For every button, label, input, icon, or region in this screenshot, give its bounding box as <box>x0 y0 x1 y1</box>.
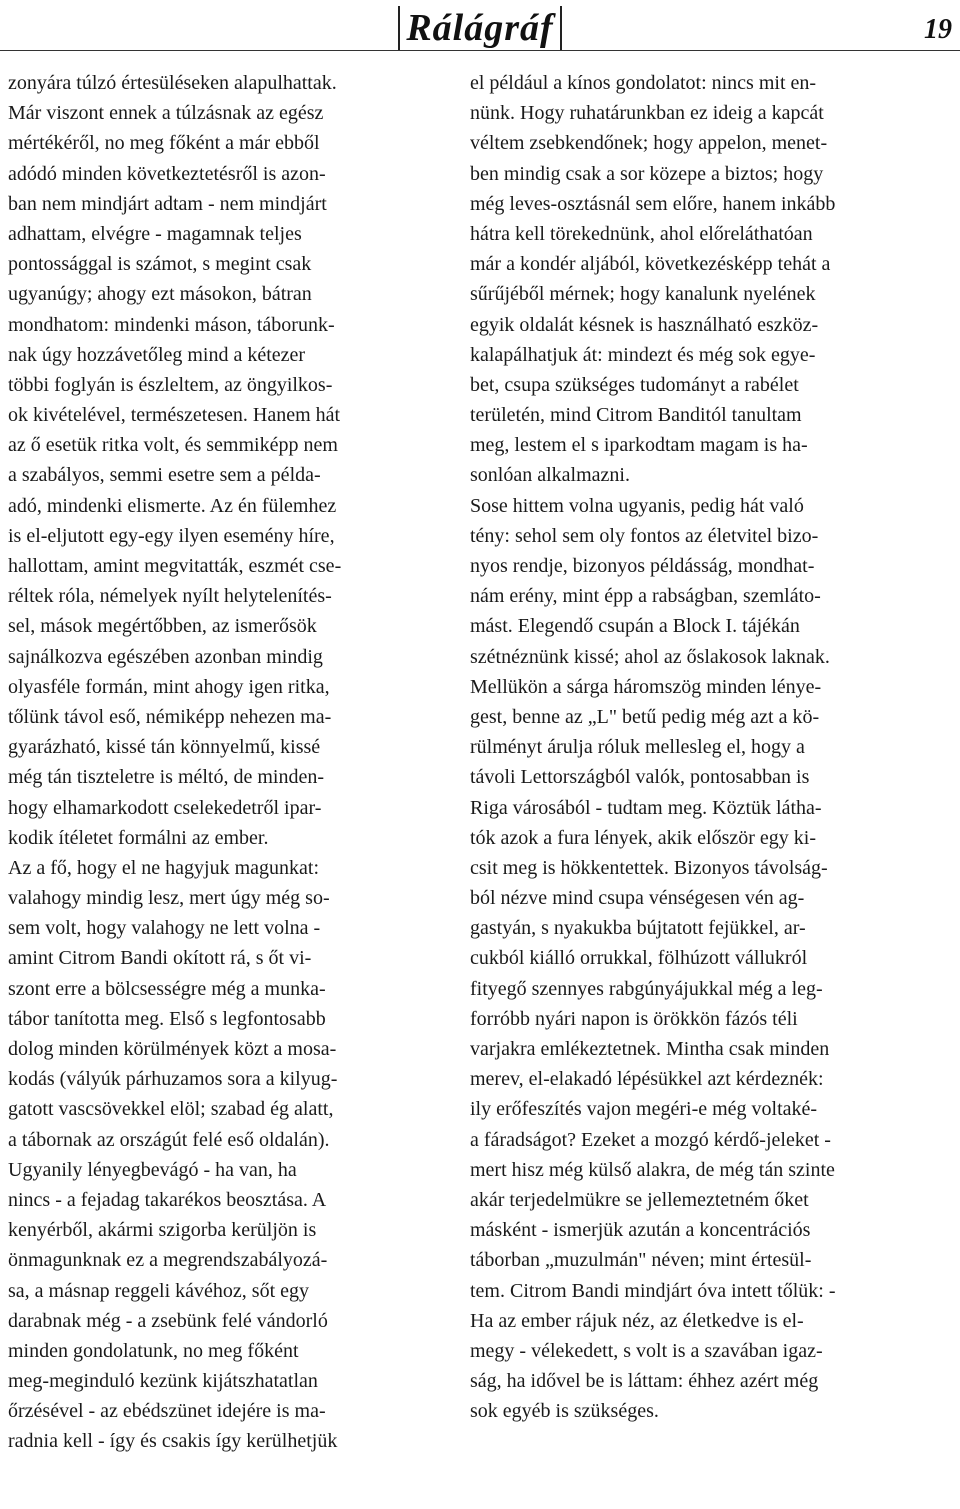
text-line: gastyán, s nyakukba bújtatott fejükkel, ar- <box>470 917 806 940</box>
magazine-logo: Rálágráf <box>398 6 562 50</box>
text-line: sem volt, hogy valahogy ne lett volna - <box>8 917 321 940</box>
text-line: megy - vélekedett, s volt is a szavában igaz- <box>470 1339 823 1362</box>
text-line: olyasféle formán, mint ahogy igen ritka, <box>8 675 330 698</box>
text-line: ból nézve mind csupa vénségesen vén ag- <box>470 887 805 910</box>
left-column <box>8 68 456 1457</box>
text-line: Az a fő, hogy el ne hagyjuk magunkat: <box>8 856 320 879</box>
text-line: kodik ítéletet formálni az ember. <box>8 826 269 849</box>
text-line: csit meg is hökkentettek. Bizonyos távolság- <box>470 856 828 879</box>
text-line: sok egyéb is szükséges. <box>470 1400 659 1423</box>
text-line: még tán tiszteletre is méltó, de minden- <box>8 766 325 789</box>
text-line: a szabályos, semmi esetre sem a példa- <box>8 464 321 487</box>
text-line: területén, mind Citrom Banditól tanultam <box>470 404 802 427</box>
text-line: Ugyanily lényegbevágó - ha van, ha <box>8 1158 297 1181</box>
text-line: hallottam, amint megvitatták, eszmét cse- <box>8 555 342 577</box>
text-line: nünk. Hogy ruhatárunkban ez ideig a kapcát <box>470 102 824 125</box>
text-line: meg-meginduló kezünk kijátszhatatlan <box>8 1370 318 1393</box>
text-line: tény: sehol sem oly fontos az életvitel bizo- <box>470 524 819 547</box>
text-line: amint Citrom Bandi okított rá, s őt vi- <box>8 947 312 970</box>
text-line: nám erény, mint épp a rabságban, szemláto- <box>470 585 821 608</box>
text-line: önmagunknak ez a megrendszabályozá- <box>8 1249 328 1272</box>
text-line: még leves-osztásnál sem előre, hanem inkább <box>470 192 836 215</box>
text-line: gest, benne az „L" betű pedig még azt a kö- <box>470 705 820 728</box>
text-line: forróbb nyári napon is örökkön fázós téli <box>470 1007 798 1030</box>
text-line: Sose hittem volna ugyanis, pedig hát való <box>470 494 804 517</box>
text-line: Már viszont ennek a túlzásnak az egész <box>8 102 324 125</box>
text-line: tőlünk távol eső, némiképp nehezen ma- <box>8 705 332 728</box>
text-line: a fáradságot? Ezeket a mozgó kérdő-jeleket - <box>470 1128 831 1151</box>
text-line: ban nem mindjárt adtam - nem mindjárt <box>8 192 327 215</box>
text-line: őrzésével - az ebédszünet idejére is ma- <box>8 1400 326 1423</box>
text-line: akár terjedelmükre se jellemeztetném őket <box>470 1188 809 1211</box>
text-line: adódó minden következtetésről is azon- <box>8 162 326 185</box>
text-line: sel, mások megértőbben, az ismerősök <box>8 615 317 638</box>
text-line: ily erőfeszítés vajon megéri-e még voltaké- <box>470 1098 818 1121</box>
text-line: adhattam, elvégre - magamnak teljes <box>8 222 302 245</box>
text-line: véltem zsebkendőnek; hogy appelon, menet- <box>470 132 828 155</box>
text-line: már a kondér aljából, következésképp tehát a <box>470 253 831 276</box>
text-line: sonlóan alkalmazni. <box>470 464 630 487</box>
text-line: az ő esetük ritka volt, és semmiképp nem <box>8 434 338 457</box>
text-line: szétnéznünk kissé; ahol az őslakosok laknak. <box>470 645 830 668</box>
text-line: nyos rendje, bizonyos példásság, mondhat- <box>470 555 815 577</box>
text-line: kenyérből, akármi szigorba kerüljön is <box>8 1219 317 1242</box>
header-rule <box>0 50 960 51</box>
text-line: ben mindig csak a sor közepe a biztos; hogy <box>470 162 824 185</box>
text-line: varjakra emlékeztetnek. Mintha csak minden <box>470 1038 830 1060</box>
text-line: merev, el-elakadó lépésükkel azt kérdeznék: <box>470 1068 824 1091</box>
text-line: rülményt árulja róluk mellesleg el, hogy a <box>470 736 805 759</box>
text-line: a tábornak az országút felé eső oldalán). <box>8 1128 330 1151</box>
text-line: mondhatom: mindenki máson, táborunk- <box>8 313 335 336</box>
text-line: dolog minden körülmények közt a mosa- <box>8 1038 337 1060</box>
text-line: többi foglyán is észleltem, az öngyilkos- <box>8 373 333 396</box>
text-line: cukból kiálló orrukkal, fölhúzott vállukról <box>470 947 808 970</box>
text-line: másként - ismerjük azután a koncentrációs <box>470 1219 811 1242</box>
text-line: sajnálkozva egészében azonban mindig <box>8 645 323 668</box>
text-line: nincs - a fejadag takarékos beosztása. A <box>8 1188 327 1211</box>
text-line: hátra kell törekednünk, ahol előreláthatóan <box>470 222 813 245</box>
text-line: ság, ha idővel be is láttam: éhhez azért még <box>470 1370 819 1393</box>
text-line: Riga városából - tudtam meg. Köztük látha- <box>470 796 822 819</box>
text-line: Mellükön a sárga háromszög minden lénye- <box>470 675 822 698</box>
text-line: tábor tanította meg. Első s legfontosabb <box>8 1007 326 1030</box>
text-line: pontossággal is számot, s megint csak <box>8 253 312 276</box>
text-line: el például a kínos gondolatot: nincs mit en- <box>470 72 817 94</box>
text-line: nak úgy hozzávetőleg mind a kétezer <box>8 343 306 366</box>
text-line: adó, mindenki elismerte. Az én fülemhez <box>8 494 337 517</box>
text-line: sa, a másnap reggeli kávéhoz, sőt egy <box>8 1279 310 1302</box>
text-line: táborban „muzulmán" néven; mint értesül- <box>470 1249 812 1272</box>
text-line: meg, lestem el s iparkodtam magam is ha- <box>470 434 808 457</box>
text-line: tók azok a fura lények, akik először egy ki- <box>470 826 816 849</box>
page-number: 19 <box>924 14 952 45</box>
text-line: zonyára túlzó értesüléseken alapulhattak. <box>8 72 337 94</box>
text-line: minden gondolatunk, no meg főként <box>8 1339 299 1362</box>
text-line: gyarázható, kissé tán könnyelmű, kissé <box>8 736 321 759</box>
text-line: darabnak még - a zsebünk felé vándorló <box>8 1309 328 1332</box>
text-line: kodás (vályúk párhuzamos sora a kilyug- <box>8 1068 338 1091</box>
page-header <box>0 0 960 70</box>
text-line: ok kivételével, természetesen. Hanem hát <box>8 404 341 427</box>
text-line: mértékéről, no meg főként a már ebből <box>8 132 320 155</box>
text-line: gatott vascsövekkel elöl; szabad ég alatt, <box>8 1098 334 1121</box>
text-line: mert hisz még külső alakra, de még tán szinte <box>470 1158 835 1181</box>
text-line: réltek róla, némelyek nyílt helytelenítés- <box>8 585 332 608</box>
text-line: sűrűjéből mérnek; hogy kanalunk nyelének <box>470 283 816 306</box>
right-column <box>470 68 952 1426</box>
text-line: tem. Citrom Bandi mindjárt óva intett tőlük: - <box>470 1279 836 1302</box>
text-line: mást. Elegendő csupán a Block I. tájékán <box>470 615 800 638</box>
text-line: kalapálhatjuk át: mindezt és még sok egye- <box>470 343 816 366</box>
text-line: bet, csupa szükséges tudományt a rabélet <box>470 373 799 396</box>
text-line: ugyanúgy; ahogy ezt másokon, bátran <box>8 283 312 306</box>
text-line: is el-eljutott egy-egy ilyen esemény híre, <box>8 524 335 547</box>
text-line: radnia kell - így és csakis így kerülhetjük <box>8 1430 338 1453</box>
text-line: valahogy mindig lesz, mert úgy még so- <box>8 887 330 910</box>
text-line: távoli Lettországból valók, pontosabban is <box>470 766 810 789</box>
text-line: hogy elhamarkodott cselekedetről ipar- <box>8 796 322 819</box>
text-line: fityegő szennyes rabgúnyájukkal még a leg- <box>470 977 823 1000</box>
text-line: egyik oldalát késnek is használható eszköz- <box>470 313 819 336</box>
text-line: Ha az ember rájuk néz, az életkedve is el- <box>470 1309 804 1332</box>
text-line: szont erre a bölcsességre még a munka- <box>8 977 326 1000</box>
